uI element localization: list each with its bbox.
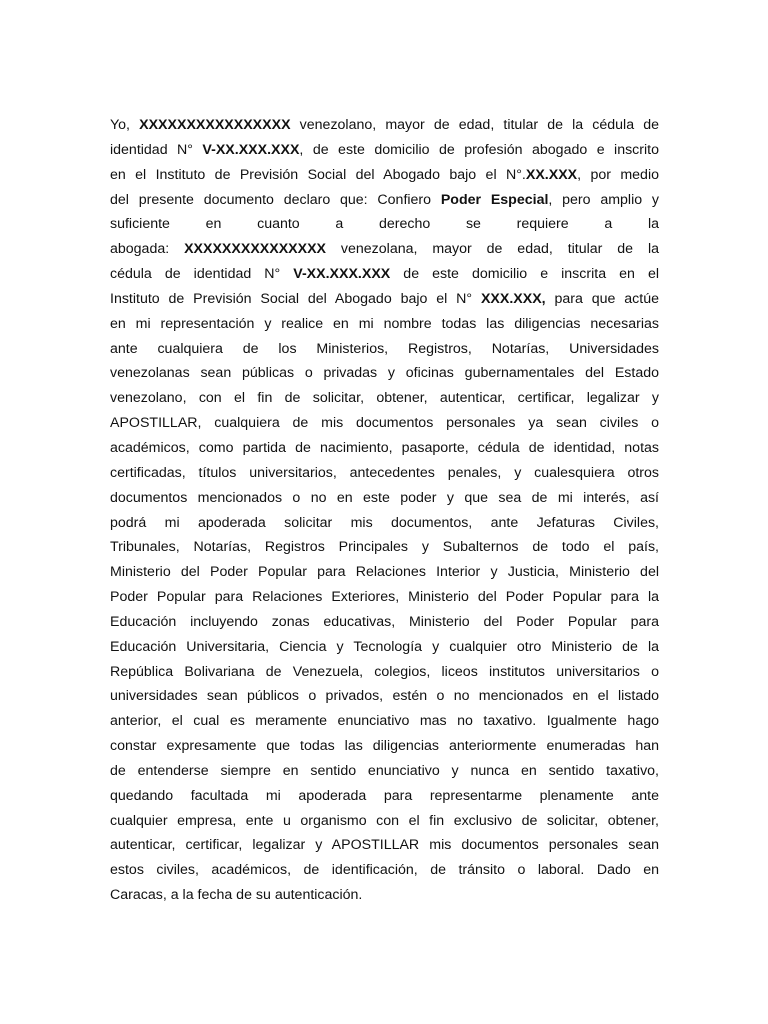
text-line <box>110 262 659 287</box>
text-segment: Instituto de Previsión Social del Abogado bajo el N° <box>110 290 481 307</box>
bold-text-segment: XXX.XXX, <box>480 290 546 307</box>
text-line <box>110 535 659 560</box>
text-segment: del presente documento declaro que: Confiero <box>110 191 441 208</box>
text-line <box>110 287 659 312</box>
text-line <box>110 610 659 635</box>
bold-text-segment: Poder Especial <box>440 191 549 208</box>
text-line <box>110 386 659 411</box>
text-line <box>110 163 659 188</box>
text-segment: autenticar, certificar, legalizar y APOSTILLAR mis documentos personales sean <box>110 837 659 854</box>
text-segment: venezolano, con el fin de solicitar, obtener, autenticar, certificar, legalizar y <box>110 390 659 407</box>
text-line <box>110 635 659 660</box>
text-line <box>110 858 659 883</box>
power-of-attorney-text <box>110 113 659 908</box>
text-segment: Educación Universitaria, Ciencia y Tecnología y cualquier otro Ministerio de la <box>110 638 659 655</box>
text-segment: venezolana, mayor de edad, titular de la <box>326 241 659 258</box>
text-line <box>110 511 659 536</box>
text-line <box>110 461 659 486</box>
text-line <box>110 138 659 163</box>
text-line <box>110 411 659 436</box>
text-segment: ante cualquiera de los Ministerios, Registros, Notarías, Universidades <box>110 340 659 357</box>
text-line <box>110 337 659 362</box>
text-segment: Caracas, a la fecha de su autenticación. <box>110 887 363 904</box>
text-segment: certificadas, títulos universitarios, antecedentes penales, y cualesquiera otros <box>110 464 659 481</box>
bold-text-segment: XXXXXXXXXXXXXXXX <box>139 117 291 133</box>
text-segment: en mi representación y realice en mi nombre todas las diligencias necesarias <box>110 315 659 332</box>
text-line <box>110 784 659 809</box>
text-segment: estos civiles, académicos, de identificación, de tránsito o laboral. Dado en <box>110 862 659 879</box>
text-segment: de este domicilio e inscrita en el <box>390 266 659 283</box>
text-segment: Yo, <box>110 117 140 133</box>
bold-text-segment: XXXXXXXXXXXXXXX <box>184 241 327 258</box>
text-line <box>110 833 659 858</box>
text-segment: académicos, como partida de nacimiento, pasaporte, cédula de identidad, notas <box>110 439 659 456</box>
text-segment: cédula de identidad N° <box>110 266 294 283</box>
text-line <box>110 312 659 337</box>
text-segment: República Bolivariana de Venezuela, colegios, liceos institutos universitarios o <box>110 663 659 680</box>
text-segment: Tribunales, Notarías, Registros Principales y Subalternos de todo el país, <box>110 539 659 556</box>
text-line <box>110 684 659 709</box>
text-segment: universidades sean públicos o privados, estén o no mencionados en el listado <box>110 688 659 705</box>
text-segment: constar expresamente que todas las diligencias anteriormente enumeradas han <box>110 738 659 755</box>
text-segment: en el Instituto de Previsión Social del Abogado bajo el N°. <box>110 166 526 183</box>
text-segment: , por medio <box>577 166 659 183</box>
text-segment: de entenderse siempre en sentido enunciativo y nunca en sentido taxativo, <box>110 762 659 779</box>
text-segment: identidad N° <box>110 141 203 158</box>
text-segment: documentos mencionados o no en este poder y que sea de mi interés, así <box>110 489 659 506</box>
text-segment: APOSTILLAR, cualquiera de mis documentos personales ya sean civiles o <box>110 415 659 432</box>
text-segment: venezolanas sean públicas o privadas y oficinas gubernamentales del Estado <box>110 365 659 382</box>
text-line <box>110 237 659 262</box>
text-line <box>110 486 659 511</box>
text-segment: anterior, el cual es meramente enunciativo mas no taxativo. Igualmente hago <box>110 713 659 730</box>
text-segment: suficiente en cuanto a derecho se requiere a la <box>110 216 659 233</box>
text-segment: , pero amplio y <box>548 191 659 208</box>
text-line <box>110 436 659 461</box>
bold-text-segment: V-XX.XXX.XXX <box>202 141 300 158</box>
bold-text-segment: V-XX.XXX.XXX <box>293 266 391 283</box>
text-segment: Poder Popular para Relaciones Exteriores, Ministerio del Poder Popular para la <box>110 589 659 606</box>
text-line <box>110 709 659 734</box>
text-line <box>110 883 659 908</box>
bold-text-segment: XX.XXX <box>525 166 578 183</box>
text-line <box>110 113 659 138</box>
text-line <box>110 188 659 213</box>
text-line <box>110 560 659 585</box>
text-line <box>110 361 659 386</box>
text-segment: venezolano, mayor de edad, titular de la cédula de <box>290 117 660 133</box>
text-segment: Ministerio del Poder Popular para Relaciones Interior y Justicia, Ministerio del <box>110 564 659 581</box>
text-line <box>110 809 659 834</box>
text-line <box>110 759 659 784</box>
text-segment: para que actúe <box>545 290 659 307</box>
text-segment: , de este domicilio de profesión abogado e inscrito <box>299 141 659 158</box>
text-segment: Educación incluyendo zonas educativas, Ministerio del Poder Popular para <box>110 613 659 630</box>
text-segment: cualquier empresa, ente u organismo con el fin exclusivo de solicitar, obtener, <box>110 812 659 829</box>
text-line <box>110 212 659 237</box>
text-line <box>110 660 659 685</box>
text-line <box>110 585 659 610</box>
text-line <box>110 734 659 759</box>
text-segment: quedando facultada mi apoderada para representarme plenamente ante <box>110 787 659 804</box>
text-segment: abogada: <box>110 241 185 258</box>
text-segment: podrá mi apoderada solicitar mis documentos, ante Jefaturas Civiles, <box>110 514 659 531</box>
